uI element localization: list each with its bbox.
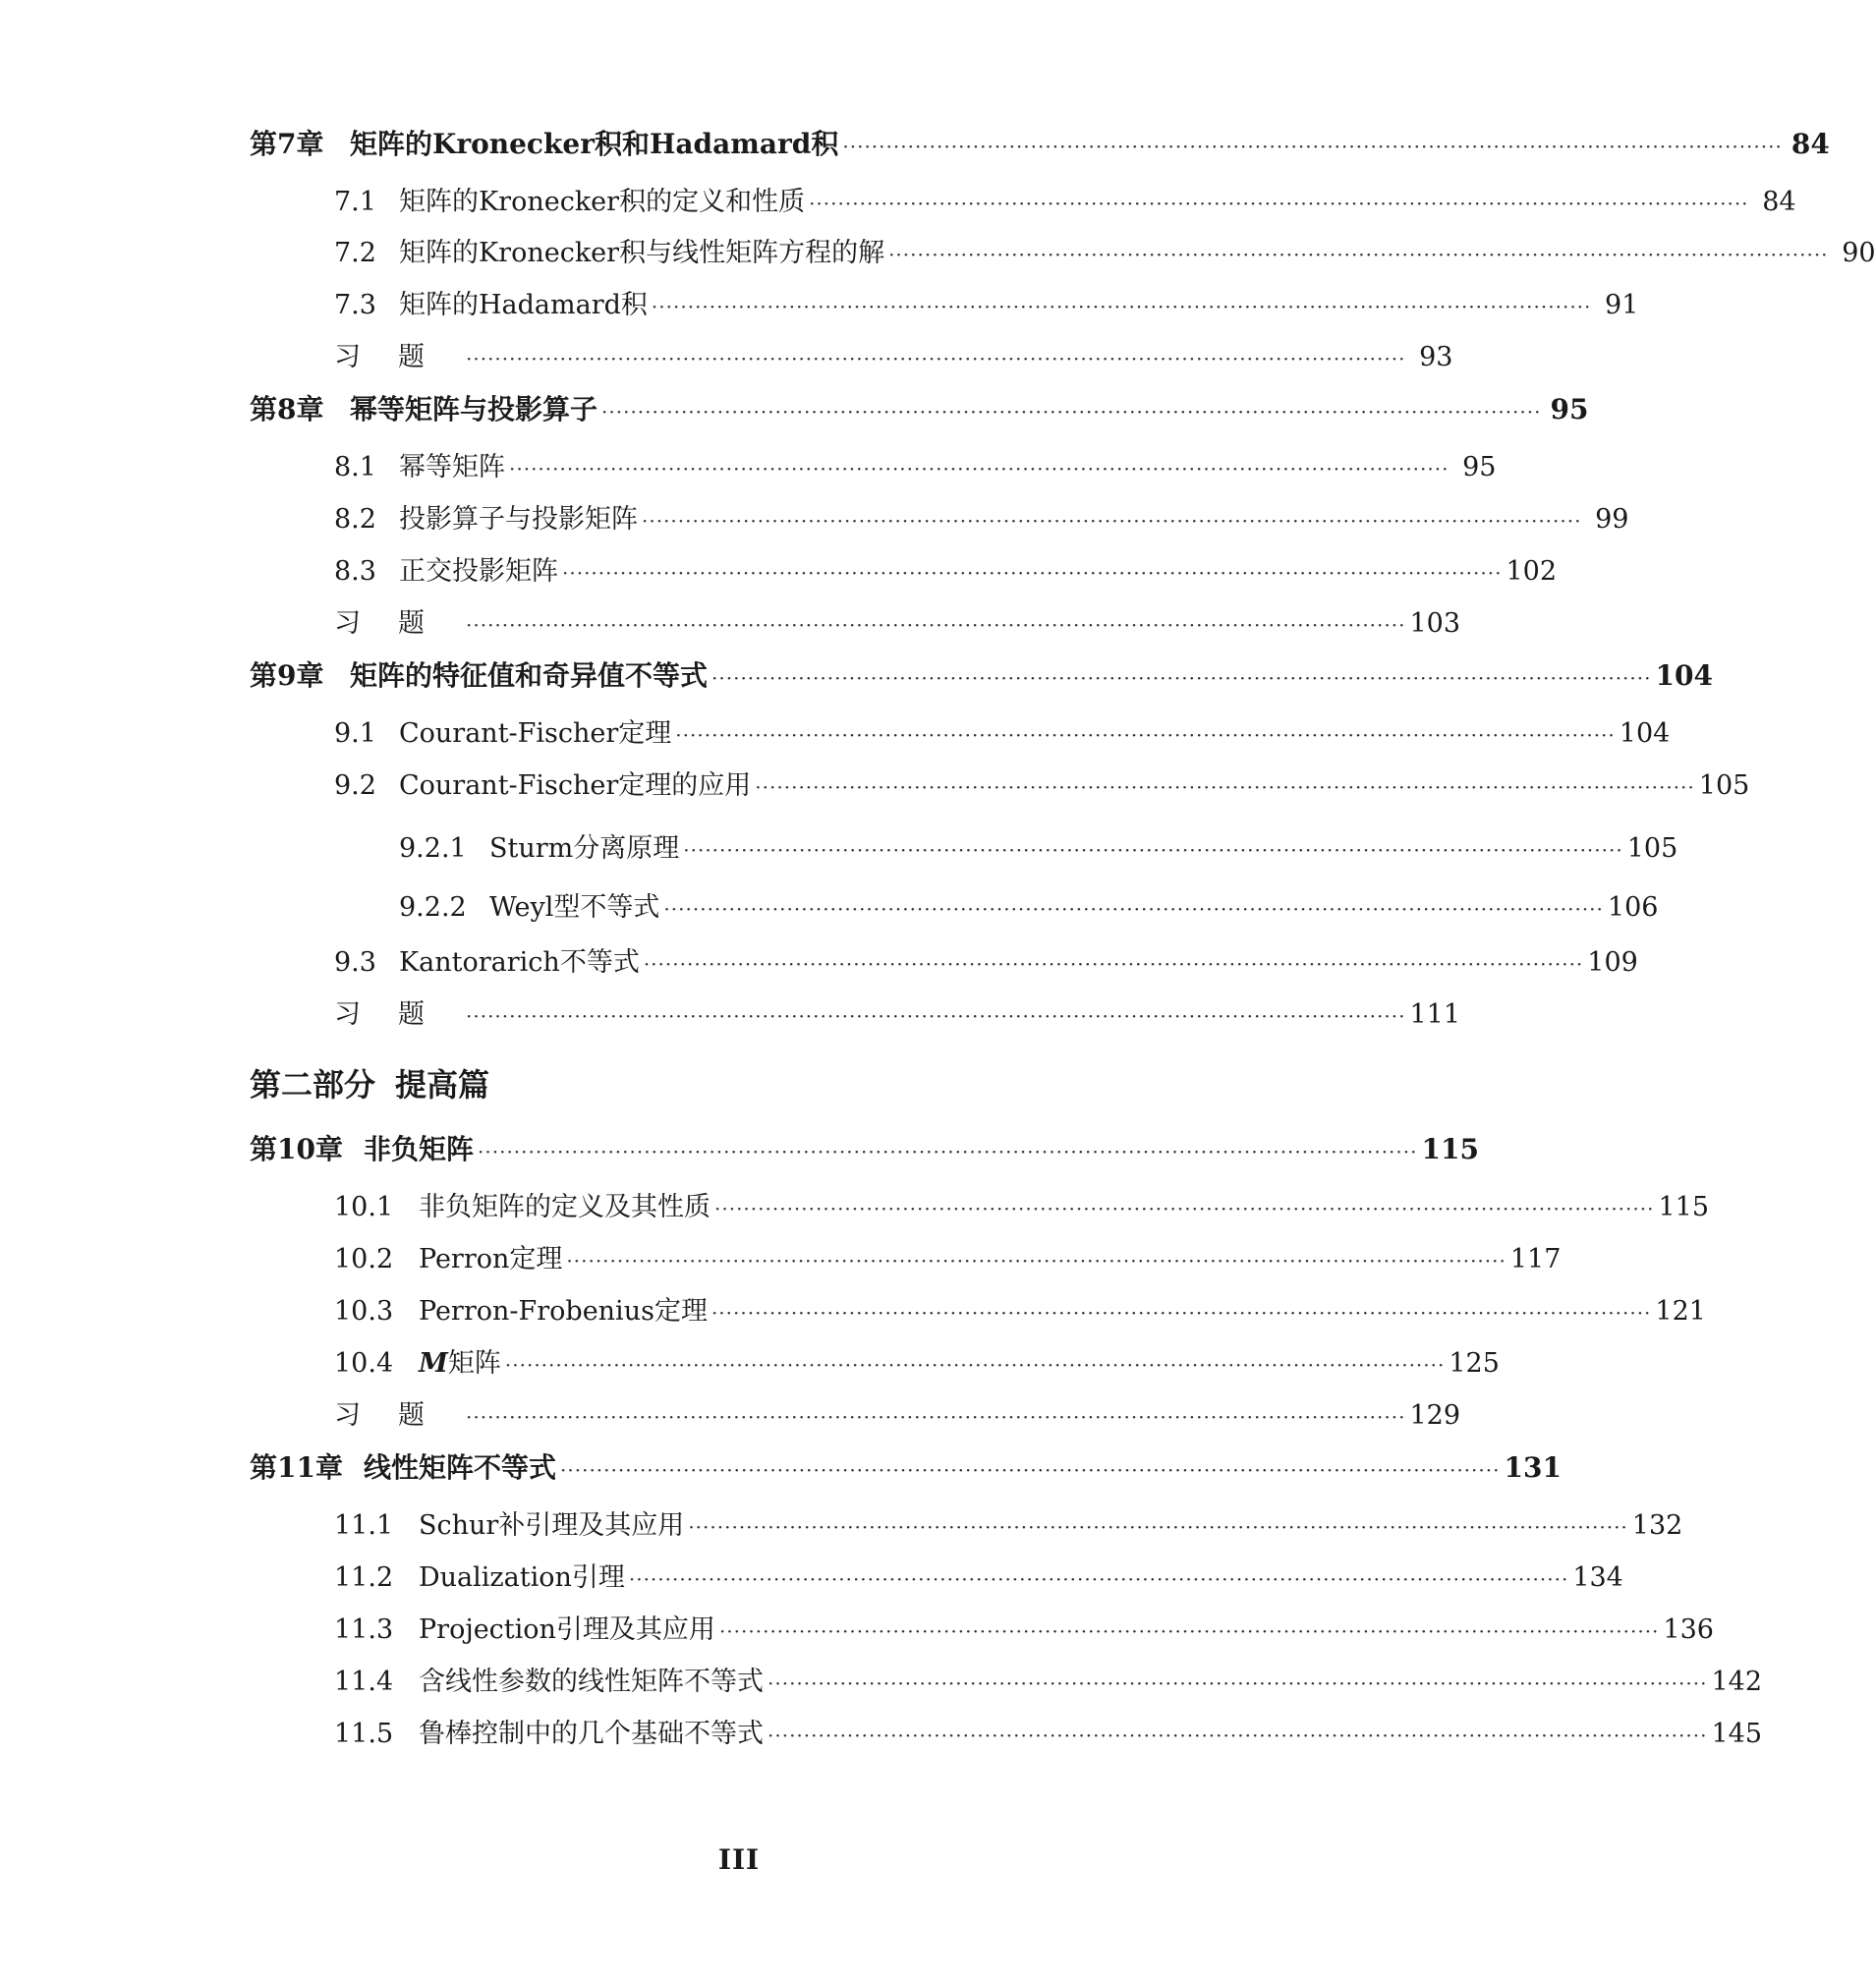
subsection-number: 9.2.1 [399,833,467,864]
toc-entry-section[interactable] [0,1663,1763,1702]
toc-entry-exercises[interactable] [0,338,1478,377]
page-number: 104 [1655,659,1713,692]
subsection-title: Weyl型不等式 [489,892,660,923]
page-number: 142 [1711,1667,1763,1697]
page-number: 99 [1595,504,1629,535]
dot-leader: ·································································································································· [767,1724,1708,1747]
page-number: 95 [1550,393,1589,425]
page-number: 84 [1762,187,1796,217]
dot-leader: ·································································································································· [504,1353,1446,1377]
page-number: 117 [1509,1244,1562,1274]
dot-leader: ·································································································································· [566,1249,1506,1273]
section-title: Courant-Fischer定理 [399,718,672,749]
dot-leader: ·································································································································· [642,509,1582,533]
math-symbol: M [419,1348,448,1379]
dot-leader: ·································································································································· [711,1301,1652,1325]
section-number: 11.1 [334,1510,394,1541]
exercises-title: 习题 [334,342,462,372]
section-title: 非负矩阵的定义及其性质 [419,1192,711,1222]
chapter-number: 第11章 [250,1451,343,1484]
page-number: 129 [1409,1400,1461,1431]
section-number: 11.3 [334,1614,394,1645]
section-number: 10.2 [334,1244,394,1274]
chapter-number: 第9章 [250,659,324,692]
dot-leader: ·································································································································· [675,723,1616,747]
page-number: 111 [1409,999,1461,1030]
toc-entry-exercises[interactable] [0,604,1478,644]
dot-leader: ·································································································································· [714,1197,1655,1220]
dot-leader: ·································································································································· [718,1619,1660,1643]
dot-leader: ·································································································································· [466,1004,1406,1028]
toc-entry-section[interactable] [0,552,1558,592]
part-heading[interactable] [250,1063,489,1106]
page-number: 93 [1419,342,1453,372]
dot-leader: ·································································································································· [888,243,1829,266]
part-number: 第二部分 [250,1066,376,1104]
dot-leader: ·································································································································· [755,775,1695,799]
exercises-title: 习题 [334,999,462,1030]
section-number: 10.3 [334,1296,394,1327]
dot-leader: ·································································································································· [628,1567,1569,1591]
section-title: 正交投影矩阵 [399,556,558,587]
page-number: 132 [1631,1510,1683,1541]
page-number: 91 [1605,290,1639,320]
section-title [419,1344,501,1384]
section-title: 含线性参数的线性矩阵不等式 [419,1667,764,1697]
toc-entry-section[interactable] [0,1292,1706,1331]
page-number: 131 [1504,1451,1562,1484]
dot-leader: ·································································································································· [466,613,1406,637]
section-title: 矩阵的Hadamard积 [399,290,648,320]
section-number: 11.5 [334,1719,394,1749]
page-number: 136 [1663,1614,1714,1645]
toc-entry-chapter[interactable] [0,125,1830,164]
section-number: 11.2 [334,1562,394,1593]
dot-leader: ·································································································································· [683,838,1623,862]
dot-leader: ·································································································································· [651,295,1592,318]
dot-leader: ·································································································································· [767,1671,1708,1695]
toc-entry-section[interactable] [0,943,1638,983]
section-title: 矩阵的Kronecker积与线性矩阵方程的解 [399,238,885,268]
section-title: 幂等矩阵 [399,452,505,482]
toc-entry-section[interactable] [0,286,1639,325]
dot-leader: ·································································································································· [562,561,1503,585]
section-title: Courant-Fischer定理的应用 [399,770,752,801]
dot-leader: ·································································································································· [560,1458,1501,1482]
dot-leader: ·································································································································· [466,1405,1406,1429]
toc-entry-section[interactable] [0,448,1497,487]
page-number: 90 [1842,238,1876,268]
toc-entry-subsection[interactable] [0,829,1678,869]
toc-entry-exercises[interactable] [0,995,1478,1035]
section-title: Schur补引理及其应用 [419,1510,685,1541]
toc-entry-exercises[interactable] [0,1396,1478,1436]
section-title: 矩阵的Kronecker积的定义和性质 [399,187,806,217]
dot-leader: ·································································································································· [663,897,1604,921]
page-number: 109 [1587,947,1638,978]
page-number: 102 [1506,556,1558,587]
dot-leader: ·································································································································· [601,400,1542,424]
chapter-number: 第7章 [250,128,324,160]
section-number: 8.1 [334,452,376,482]
page-number: 115 [1421,1133,1479,1165]
dot-leader: ·································································································································· [809,192,1749,215]
page-number: 106 [1607,892,1659,923]
dot-leader: ·································································································································· [842,135,1783,158]
section-number: 8.2 [334,504,376,535]
section-number: 10.1 [334,1192,394,1222]
section-title: 鲁棒控制中的几个基础不等式 [419,1719,764,1749]
chapter-title: 幂等矩阵与投影算子 [350,393,598,425]
page-number: 104 [1619,718,1671,749]
section-title: Kantorarich不等式 [399,947,640,978]
dot-leader: ·································································································································· [643,952,1584,976]
toc-entry-section[interactable] [0,1344,1500,1384]
toc-entry-chapter[interactable] [0,390,1589,429]
chapter-number: 第8章 [250,393,324,425]
toc-entry-section[interactable] [0,1611,1714,1650]
exercises-title: 习题 [334,1400,462,1431]
subsection-title: Sturm分离原理 [489,833,680,864]
dot-leader: ·································································································································· [509,457,1450,481]
section-title: 投影算子与投影矩阵 [399,504,638,535]
dot-leader: ·································································································································· [478,1140,1418,1163]
chapter-number: 第10章 [250,1133,343,1165]
section-number: 9.3 [334,947,376,978]
section-number: 11.4 [334,1667,394,1697]
section-number: 7.3 [334,290,376,320]
chapter-title: 矩阵的特征值和奇异值不等式 [350,659,709,692]
chapter-title: 非负矩阵 [364,1133,475,1165]
page-number: 103 [1409,608,1461,639]
page-number: 125 [1449,1348,1500,1379]
section-number: 7.1 [334,187,376,217]
section-number: 7.2 [334,238,376,268]
section-title: Projection引理及其应用 [419,1614,715,1645]
page-number: 105 [1698,770,1750,801]
toc-entry-section[interactable] [0,1558,1623,1598]
section-title: Perron定理 [419,1244,563,1274]
toc-entry-section[interactable] [0,766,1750,806]
toc-entry-chapter[interactable] [0,1130,1478,1169]
dot-leader: ·································································································································· [688,1515,1628,1539]
page-number: 105 [1626,833,1678,864]
section-number: 10.4 [334,1348,394,1379]
section-number: 9.1 [334,718,376,749]
toc-entry-section[interactable] [0,1506,1683,1546]
page-number: 95 [1462,452,1497,482]
page-folio: III [717,1843,761,1876]
dot-leader: ·································································································································· [466,347,1406,370]
toc-entry-section[interactable] [0,1715,1763,1754]
page-number: 145 [1711,1719,1763,1749]
toc-entry-section[interactable] [0,1188,1710,1227]
section-title: Dualization引理 [419,1562,625,1593]
section-number: 9.2 [334,770,376,801]
toc-entry-subsection[interactable] [0,888,1659,928]
toc-entry-section[interactable] [0,183,1796,222]
section-title: Perron-Frobenius定理 [419,1296,708,1327]
toc-entry-section[interactable] [0,234,1876,273]
part-title: 提高篇 [395,1066,490,1104]
subsection-number: 9.2.2 [399,892,467,923]
page-number: 115 [1658,1192,1710,1222]
chapter-title: 线性矩阵不等式 [364,1451,557,1484]
toc-entry-section[interactable] [0,500,1629,539]
page-number: 134 [1572,1562,1623,1593]
section-number: 8.3 [334,556,376,587]
exercises-title: 习题 [334,608,462,639]
chapter-title: 矩阵的Kronecker积和Hadamard积 [350,128,839,160]
toc-entry-section[interactable] [0,1240,1562,1279]
toc-entry-section[interactable] [0,714,1671,754]
page-number: 121 [1655,1296,1706,1327]
toc-entry-chapter[interactable] [0,656,1713,696]
dot-leader: ·································································································································· [711,666,1652,690]
toc-entry-chapter[interactable] [0,1448,1562,1488]
section-title-text: 矩阵 [447,1348,501,1379]
page-number: 84 [1791,128,1830,160]
